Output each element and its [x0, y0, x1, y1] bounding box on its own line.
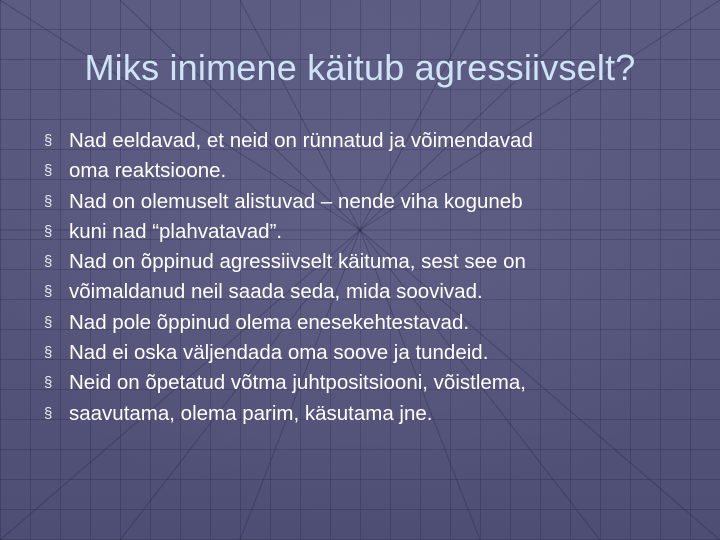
bullet-list	[44, 126, 694, 429]
bullet-marker-icon: §	[44, 162, 53, 180]
bullet-item	[44, 187, 694, 217]
bullet-marker-icon: §	[44, 283, 53, 301]
slide-title: Miks inimene käitub agressiivselt?	[84, 47, 636, 88]
bullet-text: Nad on olemuselt alistuvad – nende viha koguneb	[69, 189, 523, 213]
bullet-marker-icon: §	[44, 132, 53, 149]
bullet-item	[44, 368, 694, 398]
bullet-text: Nad pole õppinud olema enesekehtestavad.	[69, 310, 470, 334]
bullet-marker-icon: §	[44, 404, 53, 422]
bullet-item	[44, 126, 694, 156]
bullet-text: Neid on õpetatud võtma juhtpositsiooni, võistlema,	[69, 371, 526, 395]
bullet-marker-icon: §	[44, 253, 53, 271]
bullet-item	[44, 399, 694, 429]
bullet-item	[44, 277, 694, 307]
bullet-text: Nad eeldavad, et neid on rünnatud ja võimendavad	[69, 129, 533, 152]
bullet-text: kuni nad “plahvatavad”.	[69, 219, 283, 243]
bullet-text: saavutama, olema parim, käsutama jne.	[69, 401, 433, 425]
bullet-marker-icon: §	[44, 222, 53, 240]
bullet-text: oma reaktsioone.	[69, 159, 227, 183]
bullet-text: Nad on õppinud agressiivselt käituma, sest see on	[69, 250, 526, 274]
bullet-item	[44, 217, 694, 247]
bullet-marker-icon: §	[44, 192, 53, 210]
bullet-marker-icon: §	[44, 313, 53, 331]
bullet-text: Nad ei oska väljendada oma soove ja tundeid.	[69, 341, 489, 365]
bullet-item	[44, 156, 694, 186]
bullet-item	[44, 247, 694, 277]
bullet-item	[44, 308, 694, 338]
bullet-marker-icon: §	[44, 344, 53, 362]
bullet-item	[44, 338, 694, 368]
bullet-marker-icon: §	[44, 374, 53, 392]
bullet-text: võimaldanud neil saada seda, mida soovivad.	[69, 280, 483, 304]
